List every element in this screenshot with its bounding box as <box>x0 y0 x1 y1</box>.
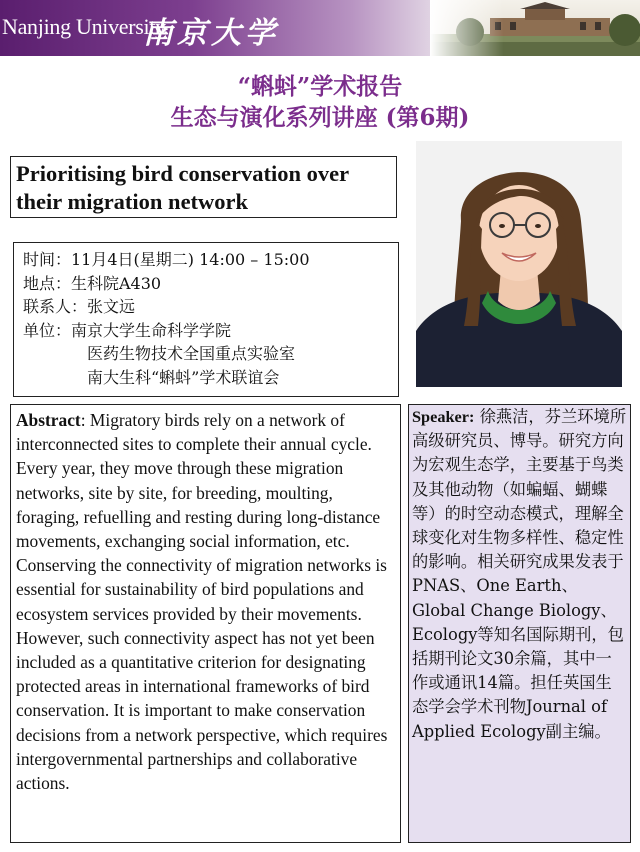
campus-photo <box>430 0 640 56</box>
speaker-box <box>408 404 631 843</box>
speaker-bio: 徐燕洁，芬兰环境所高级研究员、博导。研究方向为宏观生态学，主要基于鸟类及其他动物（如蝙蝠、蝴蝶等）的时空动态模式，理解全球变化对生物多样性、稳定性的影响。相关研究成果发表于PNAS、One Earth、Global Change Biology、Ecology等知名国际期刊，包括期刊论文30余篇，其中一作或通讯14篇。担任英国生态学会学术刊物Journal of Applied Ecology副主编。 <box>412 407 627 741</box>
university-banner <box>0 0 640 56</box>
abstract-text: : Migratory birds rely on a network of interconnected sites to complete their annual cycle. Every year, they move through these migration networks, site by site, for breeding, moulting, foraging, refuelling and resting during long-distance movements, exchanging social information, etc. Conserving the connectivity of migration networks is essential for sustainability of bird populations and ecosystem services provided by their movements. However, such connectivity aspect has not yet been included as a quantitative criterion for designating protected areas in international frameworks of bird conservation. It is important to make conservation decisions from a network perspective, which requires intergovernmental partnerships and collaborative actions. <box>16 410 388 794</box>
event-unit-line2: 医药生物技术全国重点实验室 <box>87 344 296 363</box>
event-contact: 联系人：张文远 <box>23 297 136 316</box>
series-title: “蝌蚪”学术报告 <box>237 73 403 100</box>
speaker-heading: Speaker: <box>412 407 475 426</box>
event-place: 地点：生科院A430 <box>23 273 162 293</box>
abstract-heading: Abstract <box>16 410 81 430</box>
event-info <box>13 242 399 397</box>
speaker-portrait <box>416 141 622 387</box>
event-unit: 单位：南京大学生命科学学院 <box>23 320 232 340</box>
series-subtitle: 生态与演化系列讲座 (第6期) <box>170 104 470 131</box>
abstract-box <box>10 404 401 843</box>
event-time: 时间：11月4日(星期二) 14:00 – 15:00 <box>23 250 310 269</box>
event-unit-line3: 南大生科“蝌蚪”学术联谊会 <box>87 367 280 387</box>
university-name-english: Nanjing University <box>2 14 166 39</box>
talk-title: Prioritising bird conservation over their migration network <box>10 156 397 218</box>
university-name-chinese: 南京大学 <box>143 16 279 51</box>
